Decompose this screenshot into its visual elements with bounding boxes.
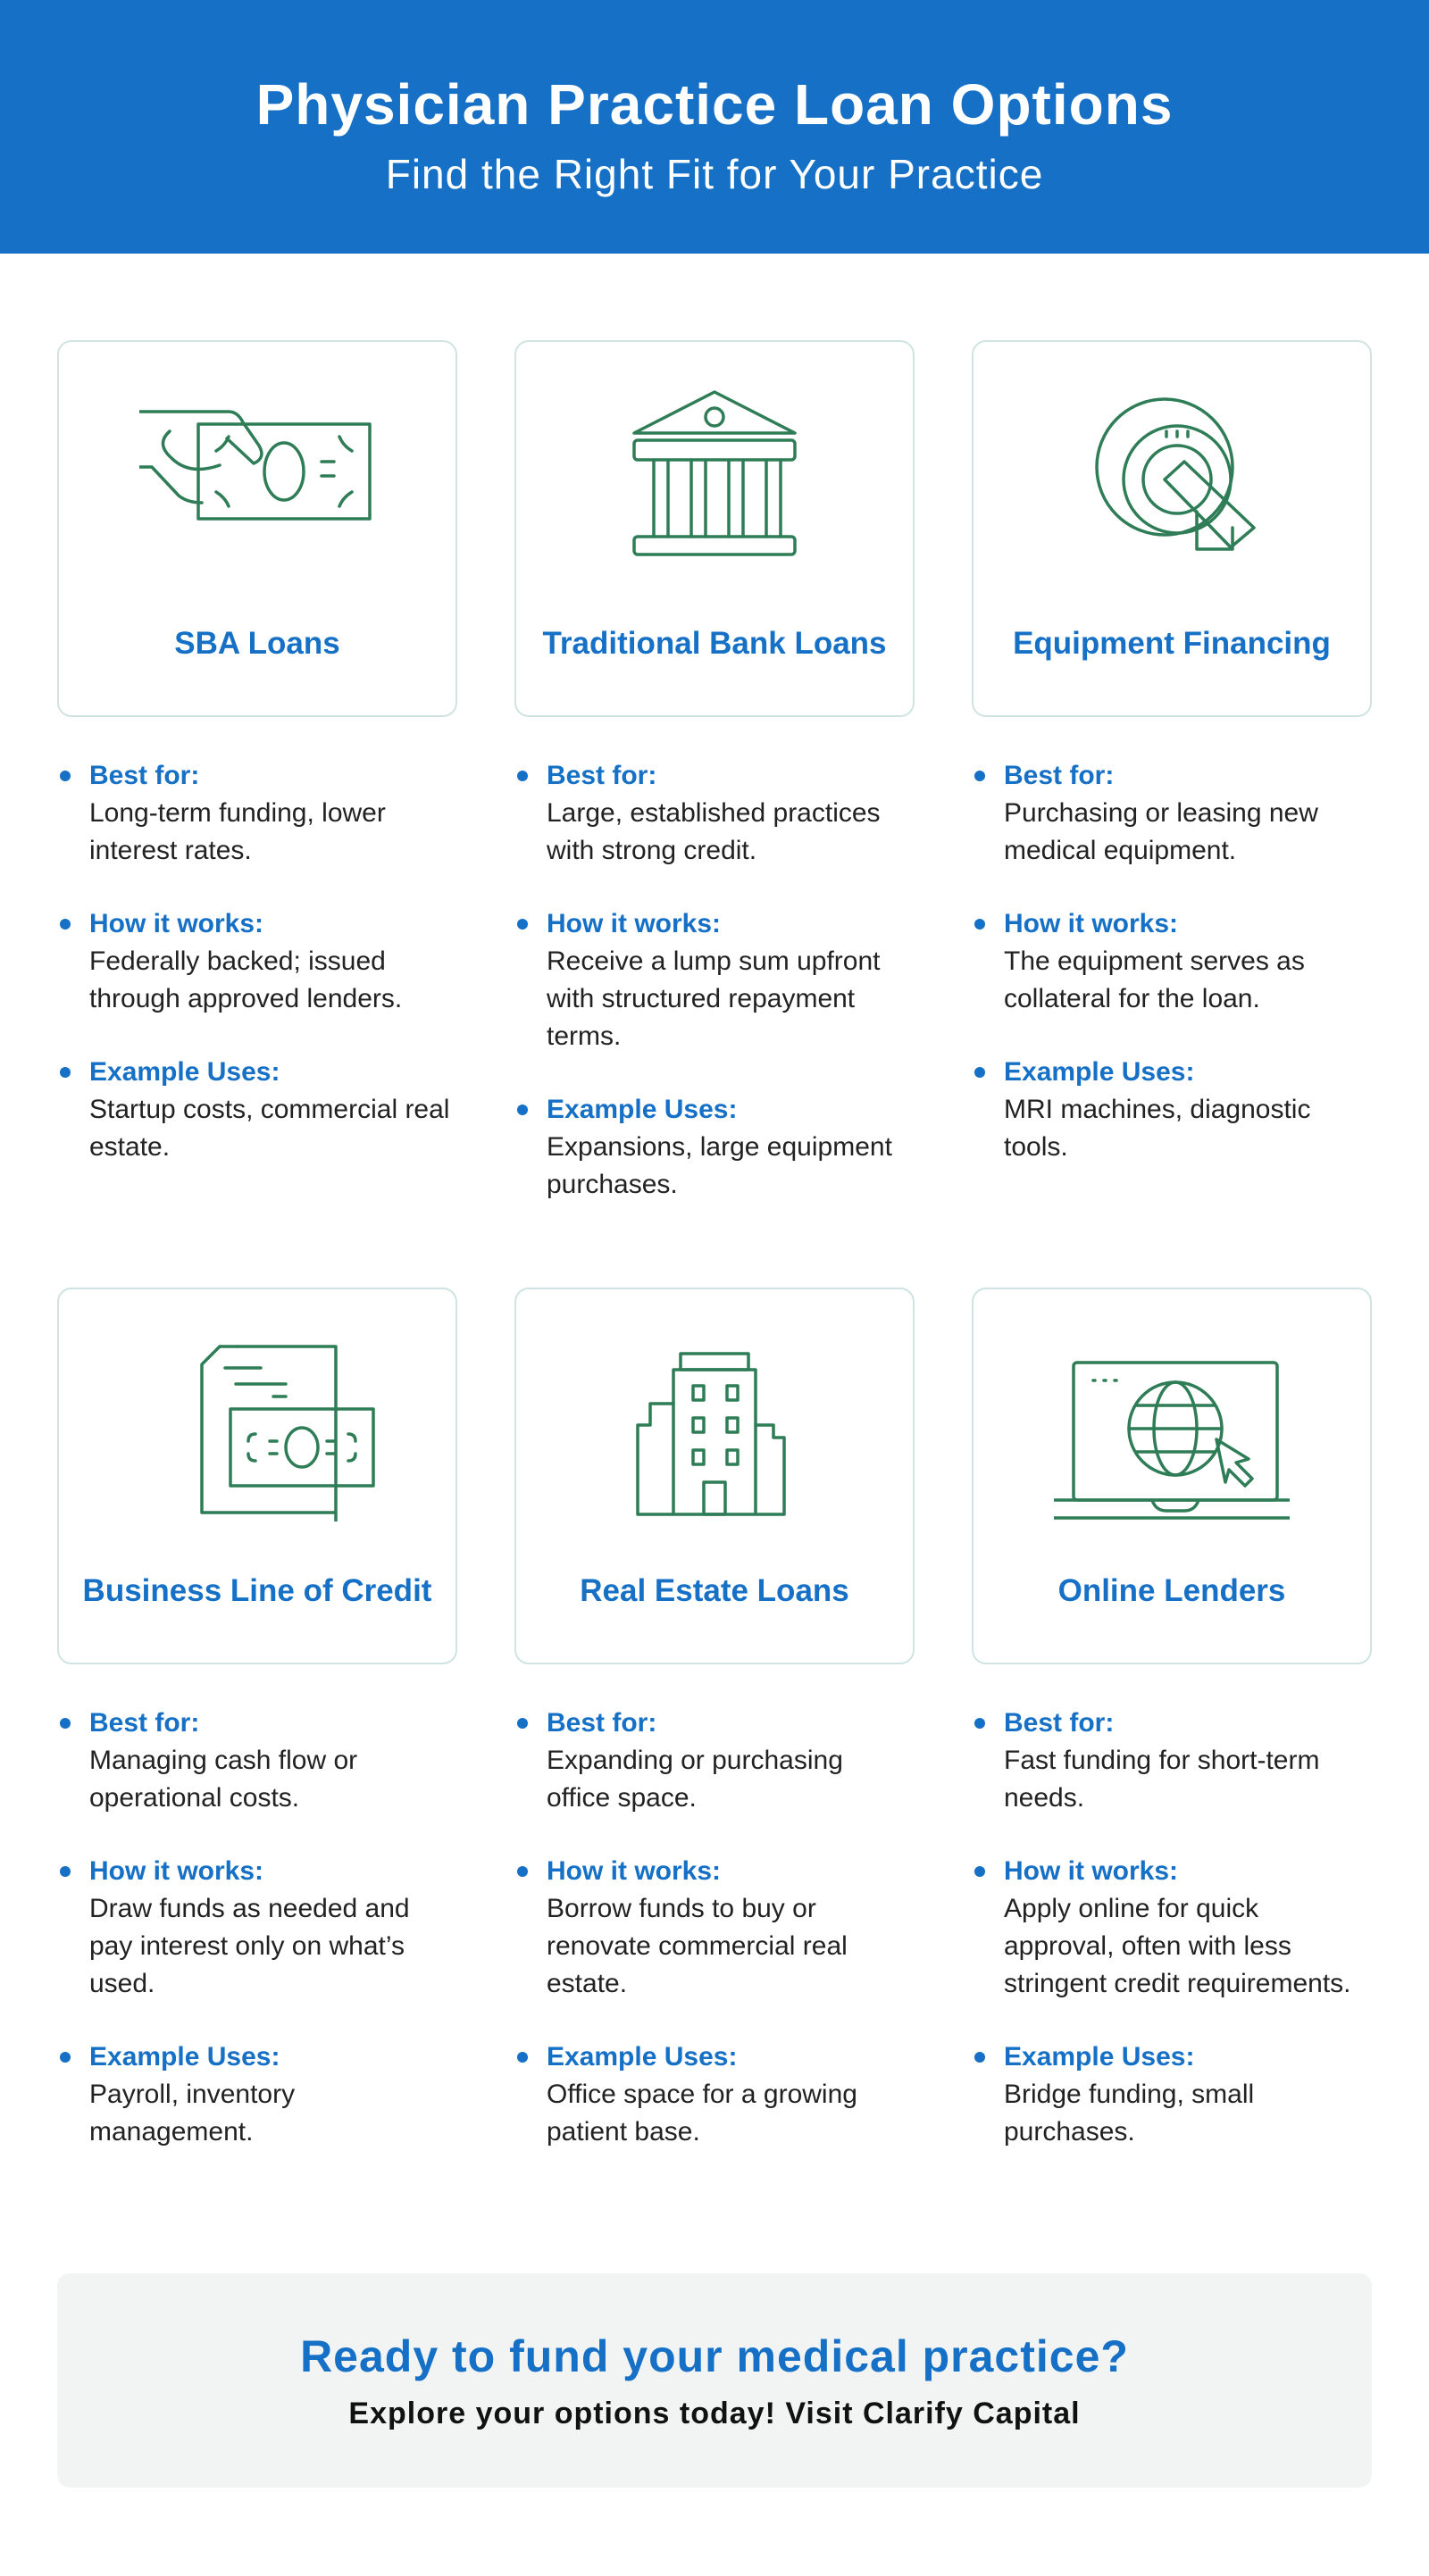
loan-card-real-estate xyxy=(514,1288,915,1664)
how-it-works-label: How it works: xyxy=(1004,909,1179,938)
best-for-item xyxy=(57,757,457,870)
bullet-dot xyxy=(60,771,71,781)
example-uses-text: Expansions, large equipment purchases. xyxy=(547,1132,892,1199)
page-title: Physician Practice Loan Options xyxy=(255,72,1174,137)
example-uses-label: Example Uses: xyxy=(547,1095,738,1124)
card-title: Real Estate Loans xyxy=(580,1573,849,1608)
example-uses-label: Example Uses: xyxy=(1004,1057,1195,1087)
bullet-dot xyxy=(974,919,985,930)
bullet-dot xyxy=(517,1718,528,1729)
best-for-text: Purchasing or leasing new medical equipment. xyxy=(1004,798,1318,865)
example-uses-text: Payroll, inventory management. xyxy=(89,2080,296,2147)
best-for-label: Best for: xyxy=(1004,1708,1115,1738)
bank-icon xyxy=(597,387,832,574)
card-title: Traditional Bank Loans xyxy=(542,626,887,661)
how-it-works-label: How it works: xyxy=(1004,1856,1179,1886)
best-for-label: Best for: xyxy=(89,761,200,790)
how-it-works-text: Receive a lump sum upfront with structured repayment terms. xyxy=(547,946,881,1051)
how-it-works-label: How it works: xyxy=(547,909,722,938)
bullet-dot xyxy=(974,771,985,781)
example-uses-item xyxy=(972,1054,1372,1166)
bullet-dot xyxy=(517,771,528,781)
bullet-dot xyxy=(60,919,71,930)
example-uses-label: Example Uses: xyxy=(89,1057,280,1087)
loan-details-equipment xyxy=(972,757,1372,1202)
how-it-works-item xyxy=(972,1853,1372,2003)
how-it-works-item xyxy=(514,1853,915,2003)
bullet-dot xyxy=(974,1718,985,1729)
example-uses-label: Example Uses: xyxy=(1004,2042,1195,2072)
best-for-text: Expanding or purchasing office space. xyxy=(547,1746,843,1813)
example-uses-item xyxy=(57,1054,457,1166)
laptop-globe-icon xyxy=(1054,1334,1290,1521)
how-it-works-label: How it works: xyxy=(547,1856,722,1886)
how-it-works-item xyxy=(514,905,915,1055)
example-uses-text: Office space for a growing patient base. xyxy=(547,2080,857,2147)
loan-details-real-estate xyxy=(514,1705,915,2187)
example-uses-label: Example Uses: xyxy=(89,2042,280,2072)
loan-details-sba xyxy=(57,757,457,1202)
how-it-works-item xyxy=(57,1853,457,2003)
best-for-item xyxy=(972,1705,1372,1817)
bullet-dot xyxy=(517,1105,528,1115)
best-for-text: Managing cash flow or operational costs. xyxy=(89,1746,358,1813)
example-uses-text: Bridge funding, small purchases. xyxy=(1004,2080,1255,2147)
bullet-dot xyxy=(517,1866,528,1877)
how-it-works-text: The equipment serves as collateral for the loan. xyxy=(1004,946,1305,1013)
loan-card-bank xyxy=(514,340,915,717)
best-for-item xyxy=(514,1705,915,1817)
how-it-works-label: How it works: xyxy=(89,1856,264,1886)
bullet-dot xyxy=(974,2052,985,2063)
bullet-dot xyxy=(60,1718,71,1729)
header-banner xyxy=(0,0,1429,254)
bullet-dot xyxy=(974,1866,985,1877)
best-for-text: Large, established practices with strong credit. xyxy=(547,798,881,865)
card-title: Equipment Financing xyxy=(1013,626,1331,661)
example-uses-label: Example Uses: xyxy=(547,2042,738,2072)
loan-card-online xyxy=(972,1288,1372,1664)
page-subtitle: Find the Right Fit for Your Practice xyxy=(385,151,1044,197)
best-for-text: Long-term funding, lower interest rates. xyxy=(89,798,386,865)
call-to-action-banner xyxy=(57,2273,1372,2488)
loan-card-equipment xyxy=(972,340,1372,717)
example-uses-item xyxy=(514,1091,915,1204)
example-uses-item xyxy=(514,2038,915,2151)
best-for-label: Best for: xyxy=(89,1708,200,1738)
loan-details-online xyxy=(972,1705,1372,2187)
card-title: Online Lenders xyxy=(1057,1573,1286,1608)
bullet-dot xyxy=(974,1067,985,1078)
loan-details-line-of-credit xyxy=(57,1705,457,2187)
how-it-works-item xyxy=(972,905,1372,1018)
example-uses-item xyxy=(57,2038,457,2151)
bullet-dot xyxy=(517,919,528,930)
example-uses-text: MRI machines, diagnostic tools. xyxy=(1004,1095,1311,1162)
document-cash-icon xyxy=(139,1334,375,1521)
hand-cash-icon xyxy=(139,387,375,574)
loan-card-line-of-credit xyxy=(57,1288,457,1664)
bullet-dot xyxy=(60,1067,71,1078)
best-for-label: Best for: xyxy=(547,761,657,790)
loan-card-sba xyxy=(57,340,457,717)
building-icon xyxy=(597,1334,832,1521)
best-for-item xyxy=(57,1705,457,1817)
best-for-item xyxy=(514,757,915,870)
how-it-works-text: Apply online for quick approval, often with less stringent credit requirements. xyxy=(1004,1894,1351,1998)
card-title: Business Line of Credit xyxy=(82,1573,432,1608)
cta-title: Ready to fund your medical practice? xyxy=(300,2331,1129,2381)
how-it-works-text: Draw funds as needed and pay interest only on what’s used. xyxy=(89,1894,410,1998)
example-uses-item xyxy=(972,2038,1372,2151)
how-it-works-label: How it works: xyxy=(89,909,264,938)
how-it-works-item xyxy=(57,905,457,1018)
how-it-works-text: Borrow funds to buy or renovate commercial real estate. xyxy=(547,1894,848,1998)
mri-machine-icon xyxy=(1054,387,1290,574)
best-for-text: Fast funding for short-term needs. xyxy=(1004,1746,1320,1813)
example-uses-text: Startup costs, commercial real estate. xyxy=(89,1095,450,1162)
how-it-works-text: Federally backed; issued through approved lenders. xyxy=(89,946,403,1013)
bullet-dot xyxy=(60,1866,71,1877)
best-for-label: Best for: xyxy=(547,1708,657,1738)
best-for-item xyxy=(972,757,1372,870)
bullet-dot xyxy=(517,2052,528,2063)
card-title: SBA Loans xyxy=(174,626,340,661)
best-for-label: Best for: xyxy=(1004,761,1115,790)
loan-details-bank xyxy=(514,757,915,1239)
bullet-dot xyxy=(60,2052,71,2063)
cta-subtitle: Explore your options today! Visit Clarify Capital xyxy=(348,2397,1081,2430)
